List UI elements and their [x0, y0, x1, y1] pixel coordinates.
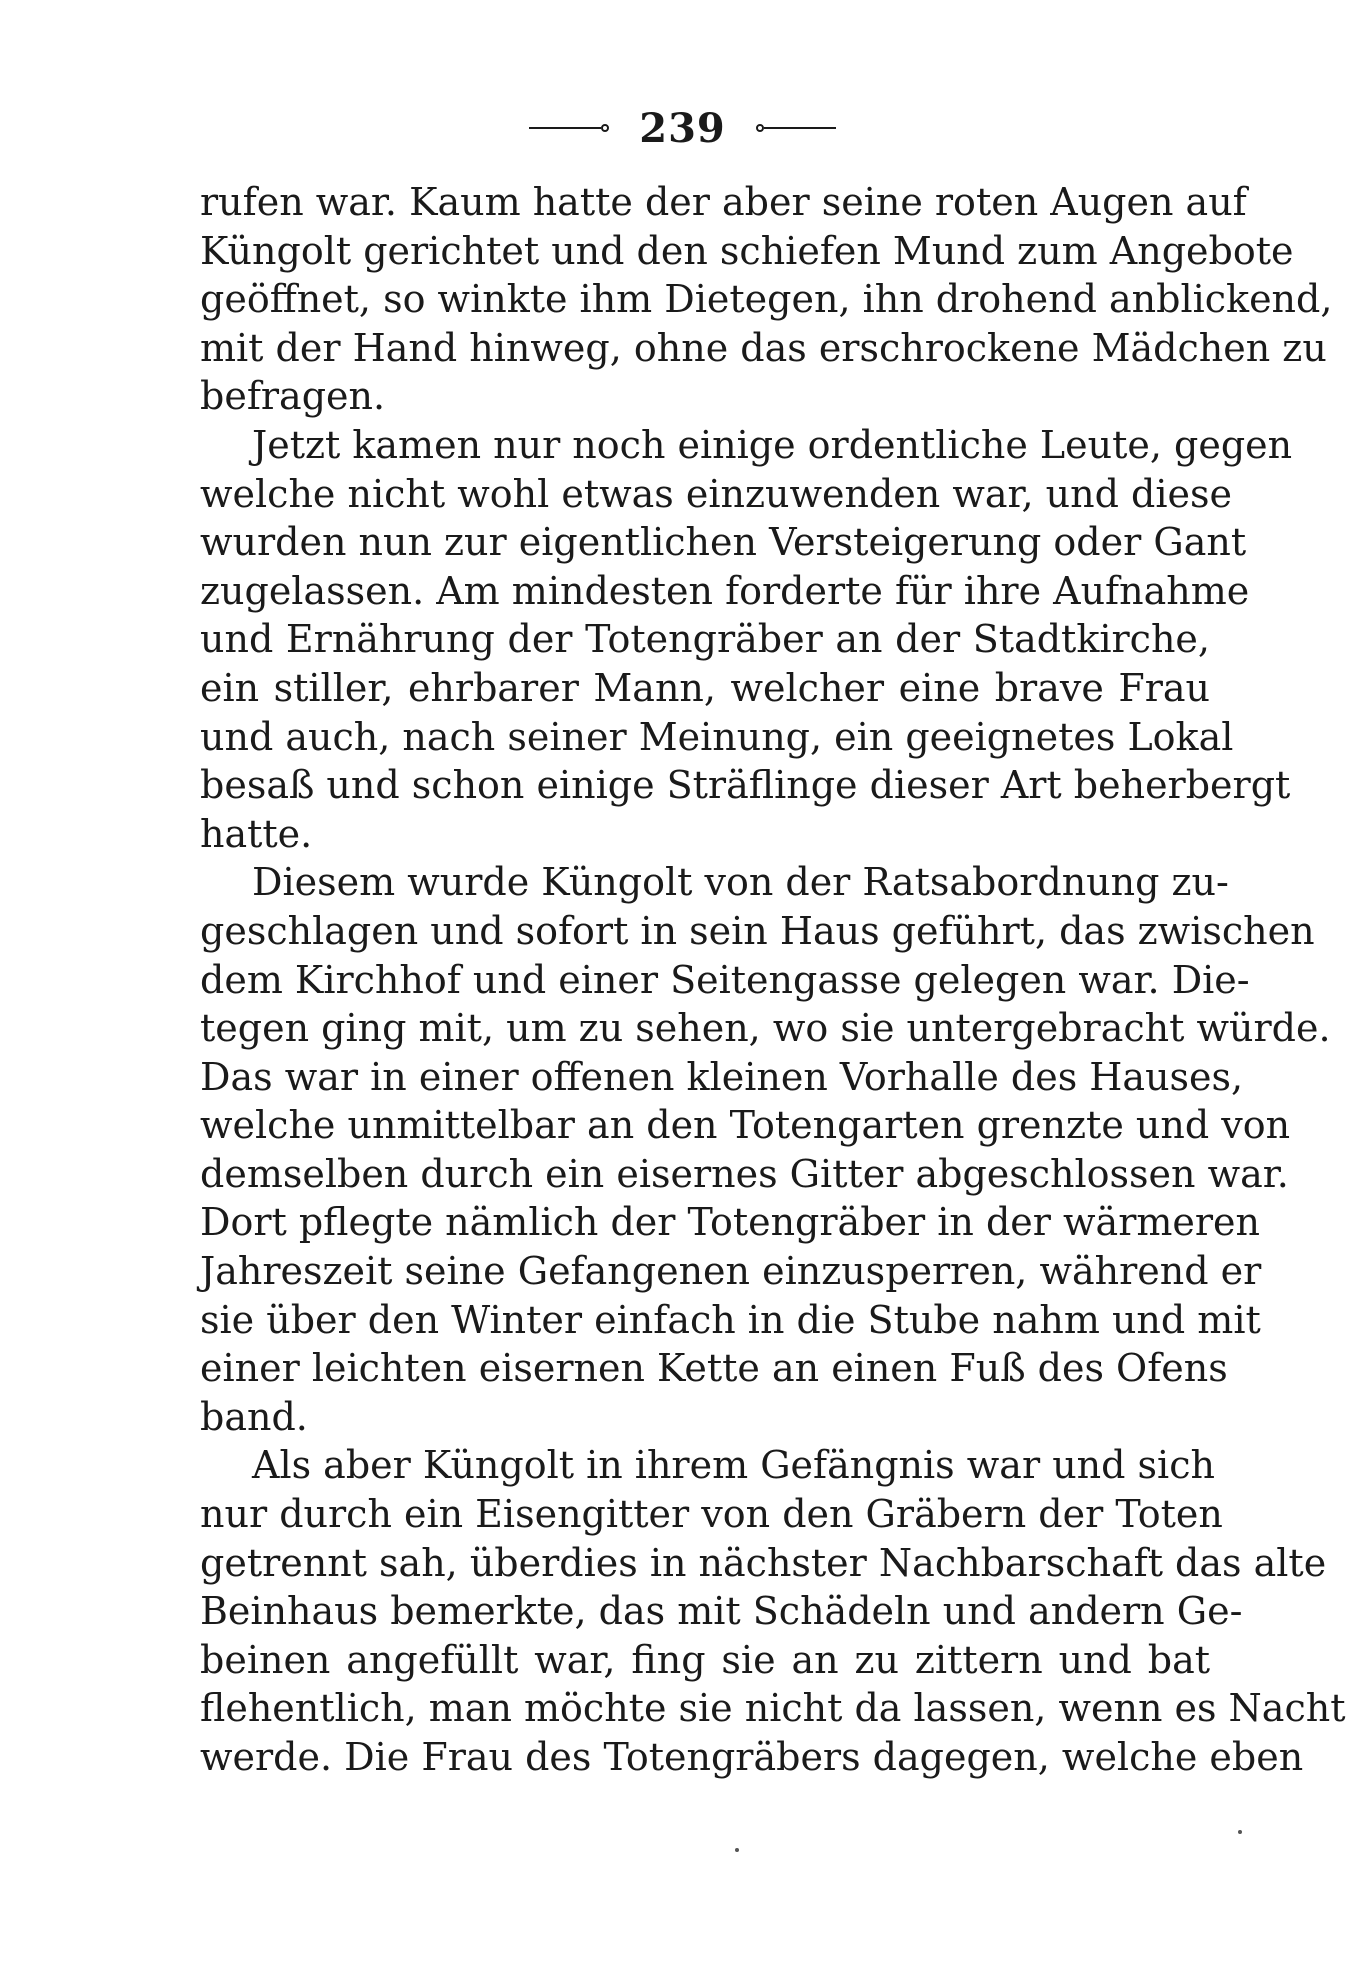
- text-line: band.: [200, 1394, 308, 1439]
- right-ornament-rule: [756, 124, 836, 132]
- text-line: welche nicht wohl etwas einzuwenden war, und diese: [200, 471, 1232, 516]
- left-ornament-rule: [529, 124, 609, 132]
- text-line: hatte.: [200, 811, 313, 856]
- text-line: zugelassen. Am mindesten forderte für ihre Aufnahme: [200, 568, 1250, 613]
- text-line: und Ernährung der Totengräber an der Stadtkirche,: [200, 617, 1210, 662]
- page-header: [0, 98, 1365, 158]
- text-line: getrennt sah, überdies in nächster Nachbarschaft das alte: [200, 1540, 1327, 1585]
- text-line: tegen ging mit, um zu sehen, wo sie untergebracht würde.: [200, 1006, 1331, 1051]
- text-line: Beinhaus bemerkte, das mit Schädeln und andern Ge-: [200, 1589, 1243, 1634]
- text-line: mit der Hand hinweg, ohne das erschrockene Mädchen zu: [200, 325, 1327, 370]
- body-text: [200, 178, 1346, 1782]
- text-line: werde. Die Frau des Totengräbers dagegen, welche eben: [200, 1735, 1304, 1779]
- text-line: Das war in einer offenen kleinen Vorhalle des Hauses,: [200, 1054, 1244, 1099]
- text-line: befragen.: [200, 374, 386, 419]
- text-line: und auch, nach seiner Meinung, ein geeignetes Lokal: [200, 714, 1234, 759]
- text-line: besaß und schon einige Sträflinge dieser Art beherbergt: [200, 763, 1291, 808]
- text-line: ein stiller, ehrbarer Mann, welcher eine brave Frau: [200, 665, 1210, 710]
- text-line: demselben durch ein eisernes Gitter abgeschlossen war.: [200, 1151, 1289, 1196]
- page-number: 239: [639, 104, 726, 152]
- text-line: einer leichten eisernen Kette an einen Fuß des Ofens: [200, 1346, 1228, 1391]
- text-line: Als aber Küngolt in ihrem Gefängnis war und sich: [252, 1443, 1215, 1488]
- text-line: Küngolt gerichtet und den schiefen Mund zum Angebote: [200, 228, 1294, 273]
- text-line: Dort pflegte nämlich der Totengräber in der wärmeren: [200, 1200, 1261, 1245]
- text-line: Diesem wurde Küngolt von der Ratsabordnung zu-: [252, 860, 1229, 905]
- text-line: geöffnet, so winkte ihm Dietegen, ihn drohend anblickend,: [200, 277, 1333, 322]
- text-line: dem Kirchhof und einer Seitengasse gelegen war. Die-: [200, 957, 1250, 1002]
- text-line: sie über den Winter einfach in die Stube nahm und mit: [200, 1297, 1261, 1342]
- text-line: rufen war. Kaum hatte der aber seine roten Augen auf: [200, 180, 1247, 224]
- text-line: Jahreszeit seine Gefangenen einzusperren, während er: [200, 1249, 1262, 1294]
- text-line: wurden nun zur eigentlichen Versteigerung oder Gant: [200, 520, 1247, 565]
- text-line: Jetzt kamen nur noch einige ordentliche Leute, gegen: [252, 422, 1293, 467]
- text-line: welche unmittelbar an den Totengarten grenzte und von: [200, 1103, 1291, 1148]
- text-line: nur durch ein Eisengitter von den Gräbern der Toten: [200, 1492, 1223, 1537]
- text-line: flehentlich, man möchte sie nicht da lassen, wenn es Nacht: [200, 1686, 1346, 1731]
- text-line: geschlagen und sofort in sein Haus geführt, das zwischen: [200, 908, 1315, 953]
- text-line: beinen angefüllt war, fing sie an zu zittern und bat: [200, 1637, 1210, 1682]
